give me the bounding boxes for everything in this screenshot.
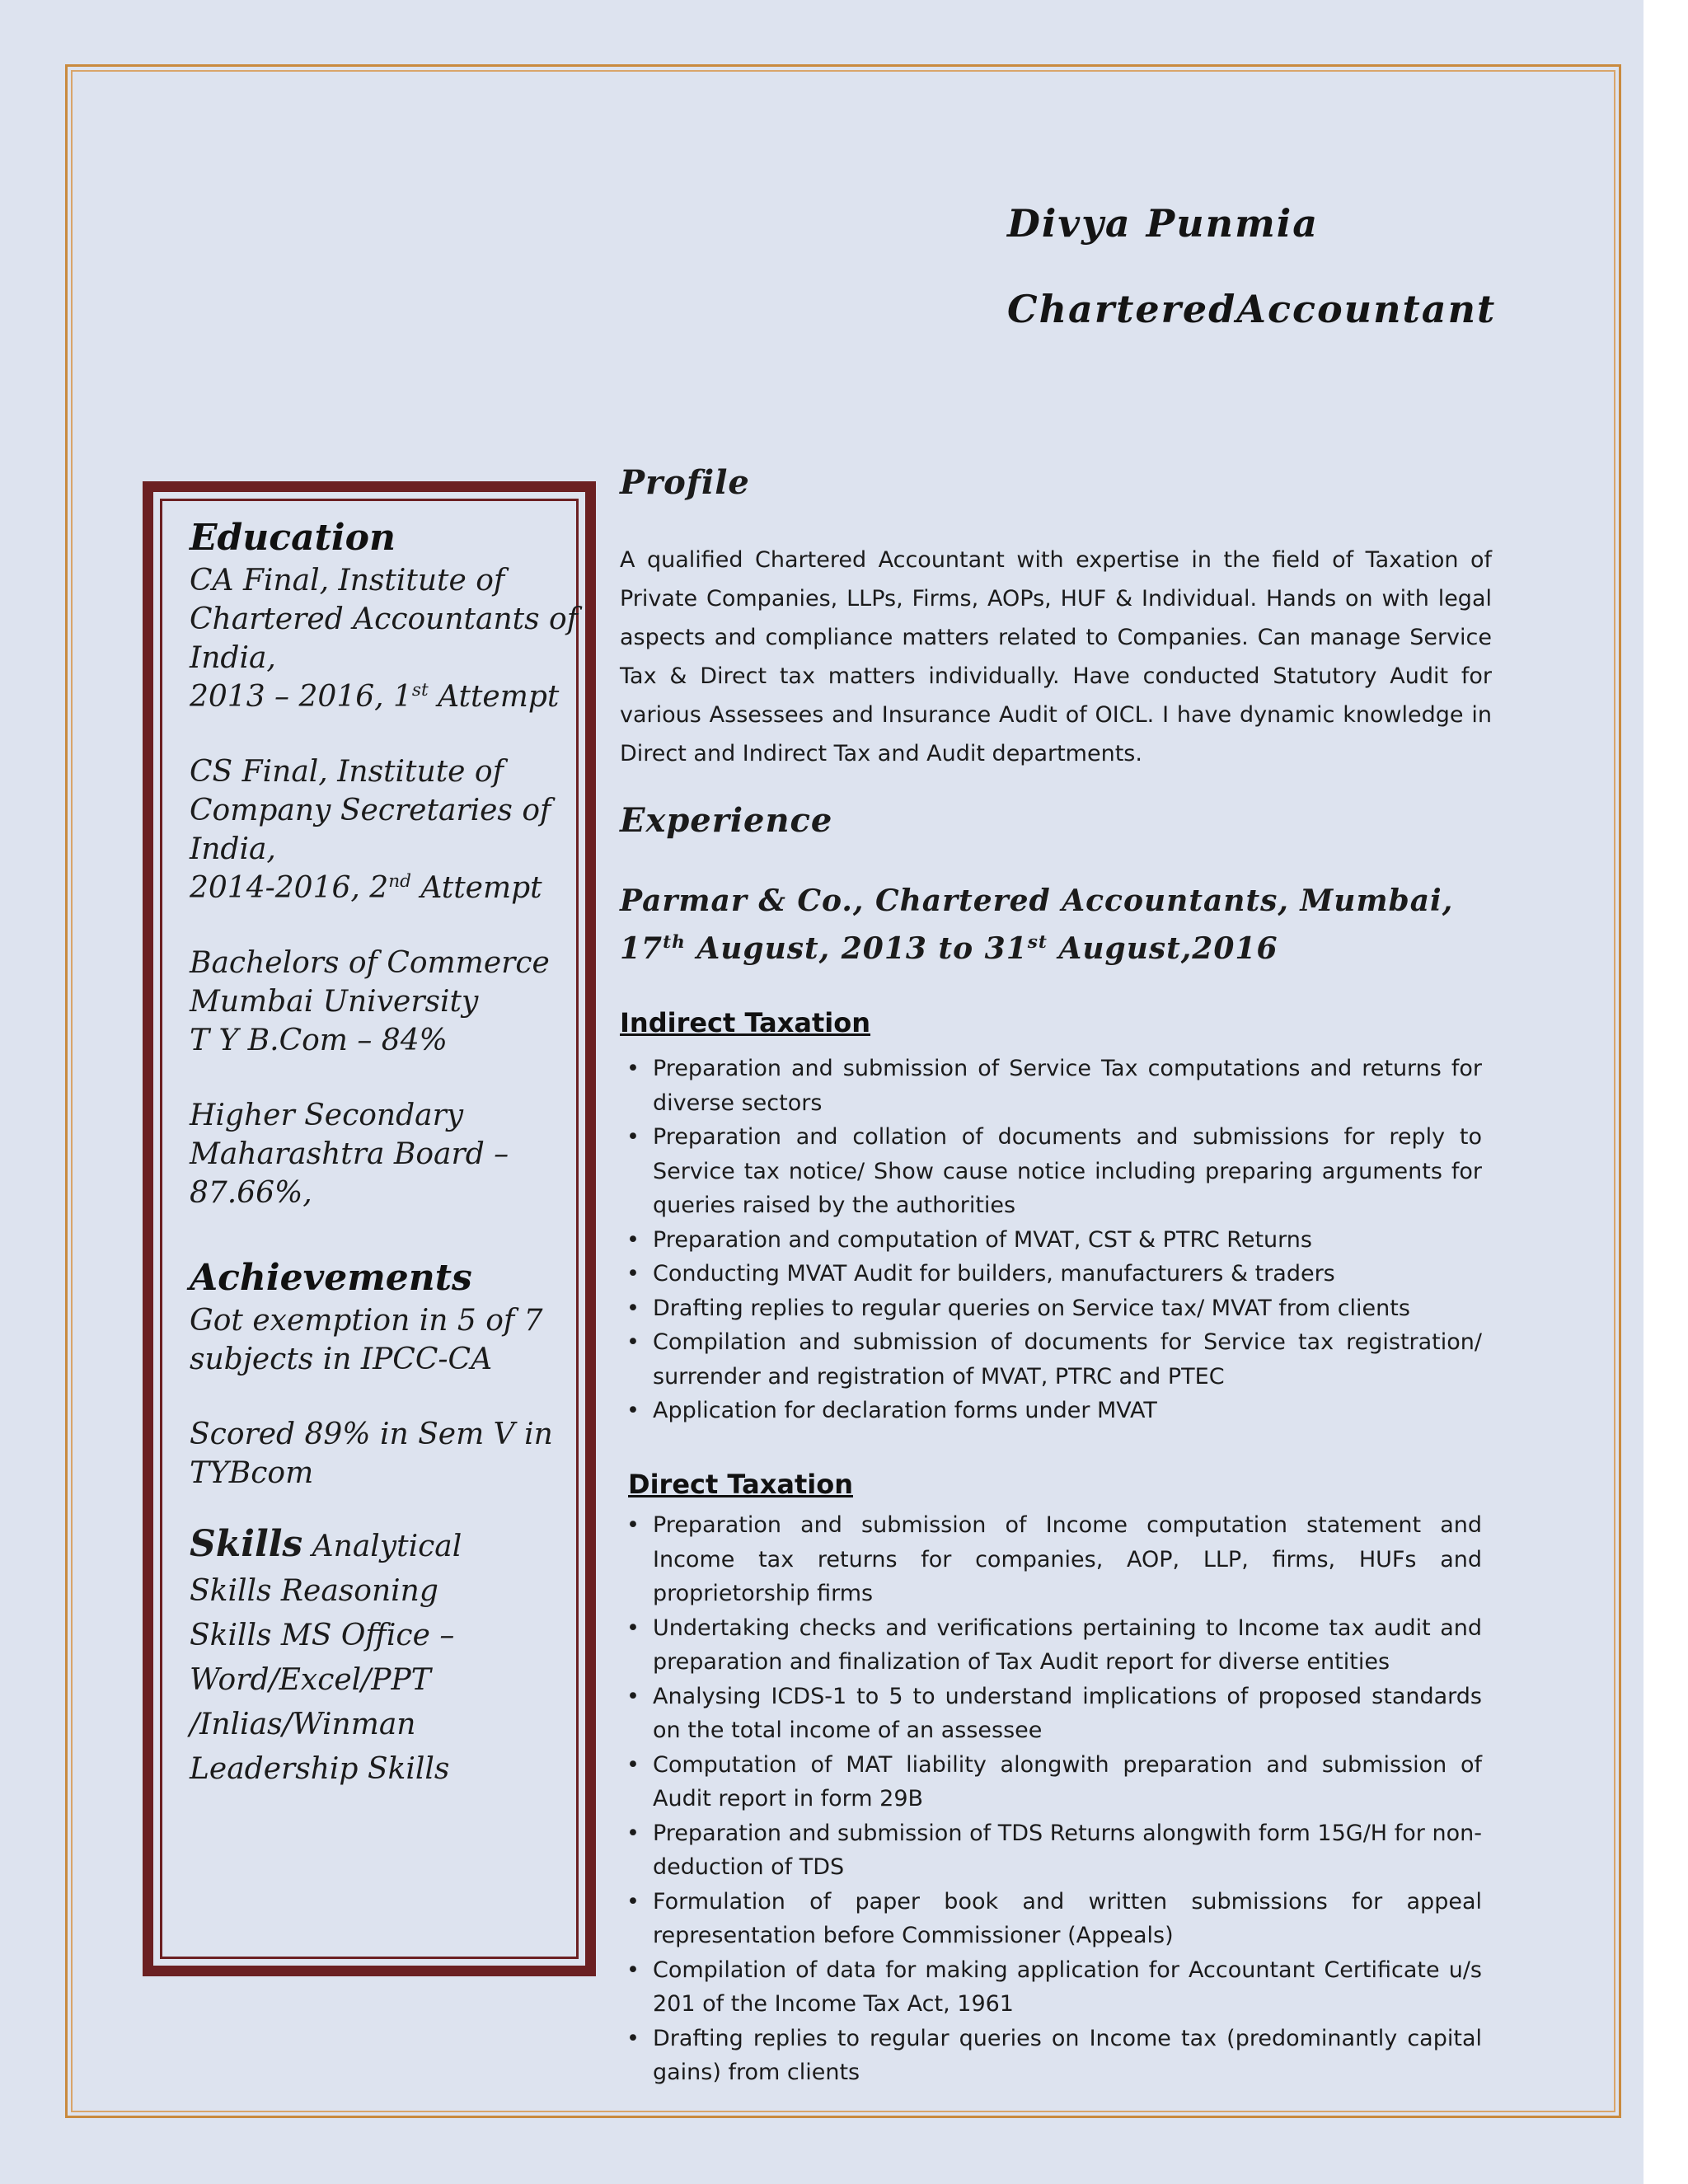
bullet-icon: • (626, 1329, 640, 1355)
sidebar-content (190, 515, 577, 1792)
skill-line: Leadership Skills (190, 1752, 450, 1786)
education-line: 87.66%, (190, 1176, 312, 1210)
achievement-item (190, 1301, 577, 1379)
skill-line: /Inlias/Winman (190, 1708, 416, 1741)
achievement-line: Got exemption in 5 of 7 (190, 1304, 543, 1338)
education-item (190, 944, 577, 1060)
direct-taxation-list (625, 1508, 1482, 2090)
education-heading: Education (190, 517, 396, 559)
bullet-icon: • (626, 1820, 640, 1846)
profile-heading: Profile (620, 463, 750, 502)
education-line: T Y B.Com – 84% (190, 1024, 448, 1057)
list-item: • Compilation and submission of documents for Service tax registration/ surrender and registration of MVAT, PTRC and PTEC (625, 1325, 1482, 1394)
bullet-icon: • (626, 1512, 640, 1538)
bullet-icon: • (626, 1615, 640, 1641)
page-margin-strip (1643, 0, 1688, 2184)
indirect-taxation-heading: Indirect Taxation (620, 1007, 871, 1038)
skill-line: Skills Reasoning (190, 1574, 438, 1608)
list-item: • Undertaking checks and verifications pertaining to Income tax audit and preparation and finalization of Tax Audit report for diverse entities (625, 1611, 1482, 1680)
direct-taxation-heading: Direct Taxation (628, 1469, 853, 1500)
list-item: • Preparation and computation of MVAT, CST & PTRC Returns (625, 1223, 1482, 1258)
bullet-icon: • (626, 1261, 640, 1286)
employer-block (620, 877, 1526, 972)
list-item: • Formulation of paper book and written submissions for appeal representation before Commissioner (Appeals) (625, 1885, 1482, 1953)
achievement-line: Scored 89% in Sem V in (190, 1418, 553, 1451)
achievement-line: TYBcom (190, 1456, 314, 1490)
education-line: Chartered Accountants of (190, 602, 579, 636)
candidate-title: CharteredAccountant (1007, 287, 1497, 331)
profile-text: A qualified Chartered Accountant with expertise in the field of Taxation of Private Companies, LLPs, Firms, AOPs, HUF & Individual. Hands on with legal aspects and compliance matters related to Companies. Can manage Service Tax & Direct tax matters individually. Have conducted Statutory Audit for various Assessees and Insurance Audit of OICL. I have dynamic knowledge in Direct and Indirect Tax and Audit departments. (620, 547, 1492, 766)
list-item: • Analysing ICDS-1 to 5 to understand implications of proposed standards on the total income of an assessee (625, 1680, 1482, 1748)
education-line: CA Final, Institute of (190, 564, 505, 598)
bullet-icon: • (626, 1957, 640, 1983)
bullet-icon: • (626, 1124, 640, 1150)
education-item (190, 1096, 577, 1212)
list-item: • Conducting MVAT Audit for builders, manufacturers & traders (625, 1257, 1482, 1291)
skill-line: Skills MS Office – (190, 1619, 455, 1652)
education-line: India, (190, 641, 276, 675)
education-line: Company Secretaries of (190, 794, 551, 827)
education-item (190, 561, 577, 716)
bullet-icon: • (626, 1226, 640, 1253)
education-line: Bachelors of Commerce (190, 946, 550, 980)
bullet-icon: • (626, 2025, 640, 2051)
list-item: • Application for declaration forms under MVAT (625, 1394, 1482, 1428)
achievement-line: subjects in IPCC-CA (190, 1343, 493, 1376)
education-line: 2014-2016, 2nd Attempt (190, 871, 542, 905)
education-line: CS Final, Institute of (190, 755, 504, 789)
education-line: 2013 – 2016, 1st Attempt (190, 680, 560, 714)
list-item: • Preparation and collation of documents and submissions for reply to Service tax notice/ Show cause notice including preparing arguments for queries raised by the authorities (625, 1120, 1482, 1223)
skills-heading: Skills (190, 1523, 303, 1565)
candidate-name: Divya Punmia (1007, 201, 1320, 246)
list-item: • Drafting replies to regular queries on Service tax/ MVAT from clients (625, 1291, 1482, 1326)
list-item: • Preparation and submission of Income computation statement and Income tax returns for companies, AOP, LLP, firms, HUFs and proprietorship firms (625, 1508, 1482, 1611)
education-line: India, (190, 832, 276, 866)
skill-line: Word/Excel/PPT (190, 1663, 431, 1697)
list-item: • Drafting replies to regular queries on Income tax (predominantly capital gains) from clients (625, 2022, 1482, 2090)
bullet-icon: • (626, 1295, 640, 1321)
list-item: • Preparation and submission of TDS Returns alongwith form 15G/H for non-deduction of TDS (625, 1816, 1482, 1885)
bullet-icon: • (626, 1398, 640, 1423)
achievement-item (190, 1415, 577, 1493)
bullet-icon: • (626, 1751, 640, 1778)
employment-period: 17th August, 2013 to 31st August,2016 (620, 931, 1278, 966)
list-item: • Compilation of data for making application for Accountant Certificate u/s 201 of the Income Tax Act, 1961 (625, 1953, 1482, 2022)
list-item: • Computation of MAT liability alongwith preparation and submission of Audit report in form 29B (625, 1748, 1482, 1816)
employer-name: Parmar & Co., Chartered Accountants, Mumbai, (620, 883, 1454, 918)
education-line: Mumbai University (190, 985, 479, 1019)
list-item: • Preparation and submission of Service Tax computations and returns for diverse sectors (625, 1052, 1482, 1120)
experience-heading: Experience (620, 801, 833, 840)
education-line: Higher Secondary (190, 1099, 464, 1132)
bullet-icon: • (626, 1683, 640, 1709)
skills-first-line: Skills Analytical (190, 1523, 462, 1565)
education-line: Maharashtra Board – (190, 1137, 509, 1171)
education-item (190, 752, 577, 907)
achievements-heading: Achievements (190, 1257, 472, 1299)
bullet-icon: • (626, 1056, 640, 1081)
indirect-taxation-list (625, 1052, 1482, 1428)
bullet-icon: • (626, 1888, 640, 1915)
